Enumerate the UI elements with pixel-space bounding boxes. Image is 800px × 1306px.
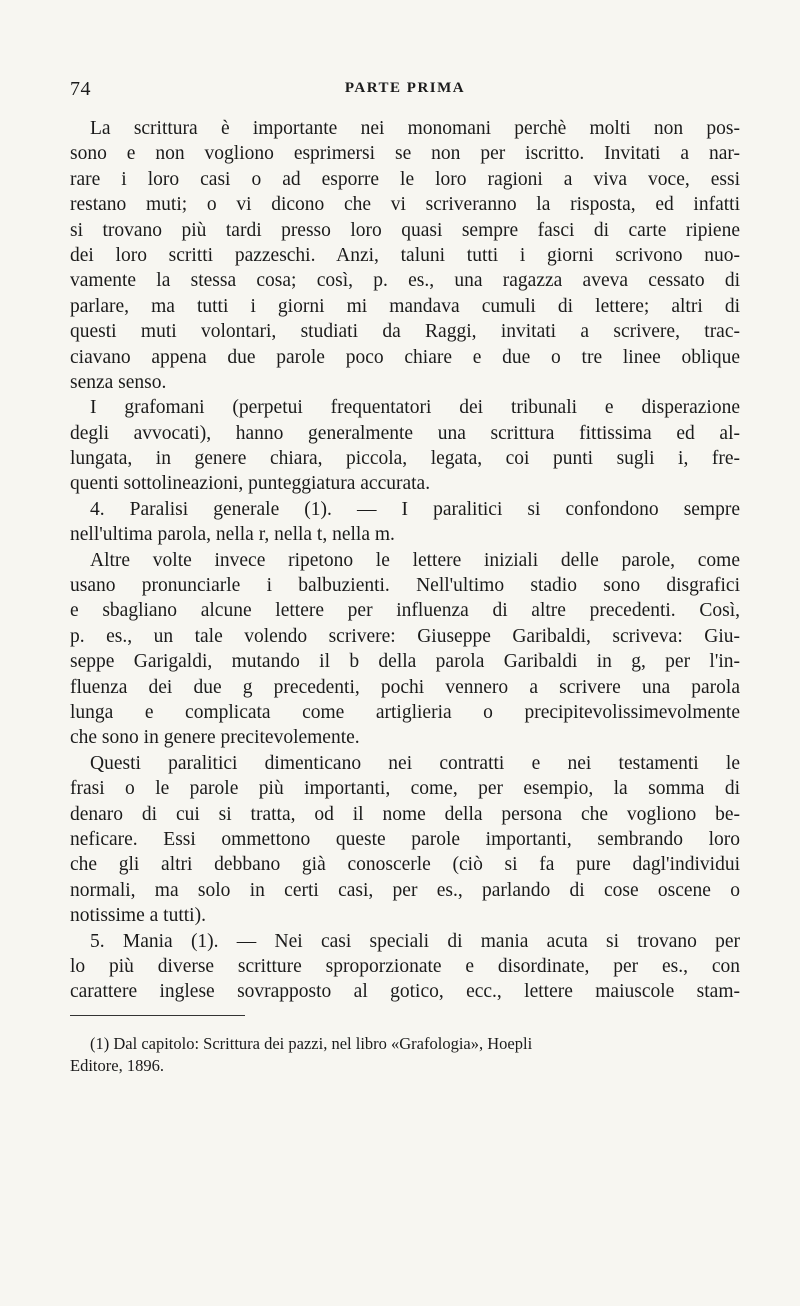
text-line: degli avvocati), hanno generalmente una scrittura fittissima ed al- [70,422,740,444]
text-line: lunga e complicata come artiglieria o precipitevolissimevolmente [70,701,740,723]
footnote [70,1033,740,1077]
text-line: quenti sottolineazioni, punteggiatura accurata. [70,473,431,495]
text-line: neficare. Essi ommettono queste parole importanti, sembrando loro [70,828,740,850]
text-line: lungata, in genere chiara, piccola, legata, coi punti sugli i, fre- [70,448,740,470]
text-line: usano pronunciarle i balbuzienti. Nell'ultimo stadio sono disgrafici [70,575,740,597]
page-number: 74 [70,78,91,100]
text-line: parlare, ma tutti i giorni mi mandava cumuli di lettere; altri di [70,295,740,317]
text-line: Altre volte invece ripetono le lettere iniziali delle parole, come [90,549,740,571]
text-line: normali, ma solo in certi casi, per es., parlando di cose oscene o [70,879,740,901]
text-line: e sbagliano alcune lettere per influenza di altre precedenti. Così, [70,600,740,622]
text-line: notissime a tutti). [70,905,206,927]
text-line: ciavano appena due parole poco chiare e due o tre linee oblique [70,346,740,368]
page-header [70,78,740,100]
text-line: nell'ultima parola, nella r, nella t, nella m. [70,524,395,546]
text-line: sono e non vogliono esprimersi se non per iscritto. Invitati a nar- [70,143,740,165]
text-line: restano muti; o vi dicono che vi scriveranno la risposta, ed infatti [70,194,740,216]
text-line: si trovano più tardi presso loro quasi sempre fasci di carte ripiene [70,219,740,241]
text-line: denaro di cui si tratta, od il nome della persona che vogliono be- [70,803,740,825]
text-line: questi muti volontari, studiati da Raggi, invitati a scrivere, trac- [70,321,740,343]
footnote-line: Editore, 1896. [70,1056,164,1075]
text-line: I grafomani (perpetui frequentatori dei tribunali e disperazione [90,397,740,419]
text-line: rare i loro casi o ad esporre le loro ragioni a viva voce, essi [70,168,740,190]
section-heading-line: 4. Paralisi generale (1). — I paralitici si confondono sempre [90,498,740,520]
footnote-divider [70,1015,245,1016]
section-heading-line: 5. Mania (1). — Nei casi speciali di mania acuta si trovano per [90,930,740,952]
footnote-line: (1) Dal capitolo: Scrittura dei pazzi, nel libro «Grafologia», Hoepli [90,1034,533,1053]
text-line: che sono in genere precitevolemente. [70,727,360,749]
text-line: fluenza dei due g precedenti, pochi vennero a scrivere una parola [70,676,740,698]
text-line: che gli altri debbano già conoscerle (ciò si fa pure dagl'individui [70,854,740,876]
text-line: lo più diverse scritture sproporzionate e disordinate, per es., con [70,955,740,977]
text-line: La scrittura è importante nei monomani perchè molti non pos- [90,118,740,139]
text-line: frasi o le parole più importanti, come, per esempio, la somma di [70,778,740,800]
text-line: senza senso. [70,371,167,393]
running-head: PARTE PRIMA [344,80,466,96]
text-line: p. es., un tale volendo scrivere: Giuseppe Garibaldi, scriveva: Giu- [70,625,740,647]
text-line: seppe Garigaldi, mutando il b della parola Garibaldi in g, per l'in- [70,651,740,673]
text-line: carattere inglese sovrapposto al gotico, ecc., lettere maiuscole stam- [70,981,740,1003]
text-line: Questi paralitici dimenticano nei contratti e nei testamenti le [90,752,740,774]
text-line: vamente la stessa cosa; così, p. es., una ragazza aveva cessato di [70,270,740,292]
text-line: dei loro scritti pazzeschi. Anzi, taluni tutti i giorni scrivono nuo- [70,244,740,266]
body-text [70,116,740,1005]
